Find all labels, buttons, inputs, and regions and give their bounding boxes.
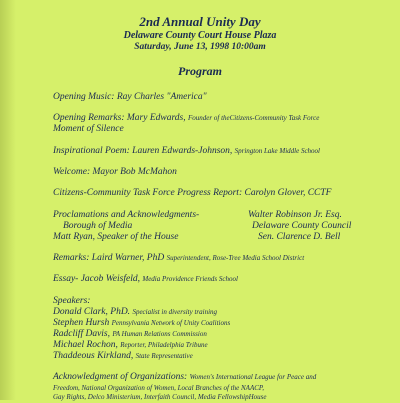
matt-ryan: Matt Ryan, Speaker of the House <box>53 232 179 242</box>
poem-text: Inspirational Poem: Lauren Edwards-Johnson, <box>53 146 235 156</box>
speaker-role: Reporter, Philadelphia Tribune <box>120 341 208 349</box>
speaker-role: PA Human Relations Commission <box>112 330 207 338</box>
opening-remarks-role: Founder of theCitizens-Community Task Force <box>188 114 320 122</box>
ack-line-3: Gay Rights, Delco Ministerium, Interfaith Council, Media FellowshipHouse <box>53 393 267 401</box>
opening-remarks-text: Opening Remarks: Mary Edwards, <box>53 113 189 123</box>
remarks-role: Superintendent, Rose-Tree Media School District <box>166 254 305 262</box>
event-time: 10:00am <box>229 42 266 52</box>
ack-line-2: Freedom, National Organization of Women, Local Branches of the NAACP, <box>53 384 265 392</box>
walter-robinson: Walter Robinson Jr. Esq. <box>248 210 342 220</box>
speaker-name: Thaddeous Kirkland, <box>53 351 136 361</box>
essay-school: Media Providence Friends School <box>142 275 238 283</box>
speaker-item <box>53 307 217 318</box>
speaker-role: Specialist in diversity training <box>132 308 218 316</box>
essay-text: Essay- Jacob Weisfeld, <box>53 274 143 284</box>
speaker-item <box>53 329 207 340</box>
speaker-name: Stephen Hursh <box>53 318 112 328</box>
proclamations: Proclamations and Acknowledgments- <box>53 210 200 220</box>
speaker-name: Donald Clark, PhD. <box>53 307 133 317</box>
delaware-county-council: Delaware County Council <box>252 221 352 231</box>
poem-school: Springton Lake Middle School <box>234 147 320 155</box>
speaker-role: Pennsylvania Network of Unity Coalitions <box>111 319 231 327</box>
borough-of-media: Borough of Media <box>63 221 133 231</box>
speakers-heading: Speakers: <box>53 296 91 306</box>
moment-of-silence: Moment of Silence <box>53 124 124 134</box>
welcome: Welcome: Mayor Bob McMahon <box>53 167 177 177</box>
opening-music: Opening Music: Ray Charles "America" <box>53 92 207 102</box>
ack-line-1: Women's International League for Peace and <box>189 373 317 381</box>
speaker-item <box>53 340 208 351</box>
ack-label: Acknowledgment of Organizations: <box>53 372 190 382</box>
program-heading: Program <box>177 64 222 78</box>
speaker-item <box>53 351 193 362</box>
remarks <box>53 253 304 264</box>
page-edge-shadow <box>0 0 16 400</box>
speaker-name: Radcliff Davis, <box>53 329 113 339</box>
acknowledgment-orgs <box>53 372 316 383</box>
event-date-text: Saturday, June 13, 199 <box>134 42 225 52</box>
event-location: Delaware County Court House Plaza <box>123 30 277 41</box>
speaker-name: Michael Rochon, <box>53 340 121 350</box>
speaker-item <box>53 318 230 329</box>
remarks-text: Remarks: Laird Warner, PhD <box>53 253 167 263</box>
event-date-digit: 8 <box>224 42 230 52</box>
speaker-role: State Representative <box>135 352 193 360</box>
progress-report: Citizens-Community Task Force Progress Report: Carolyn Glover, CCTF <box>53 188 332 198</box>
opening-remarks <box>53 113 319 124</box>
sen-clarence-bell: Sen. Clarence D. Bell <box>258 232 341 242</box>
event-title: 2nd Annual Unity Day <box>139 14 261 29</box>
inspirational-poem <box>53 146 320 157</box>
event-date <box>0 42 400 52</box>
essay <box>53 274 238 285</box>
